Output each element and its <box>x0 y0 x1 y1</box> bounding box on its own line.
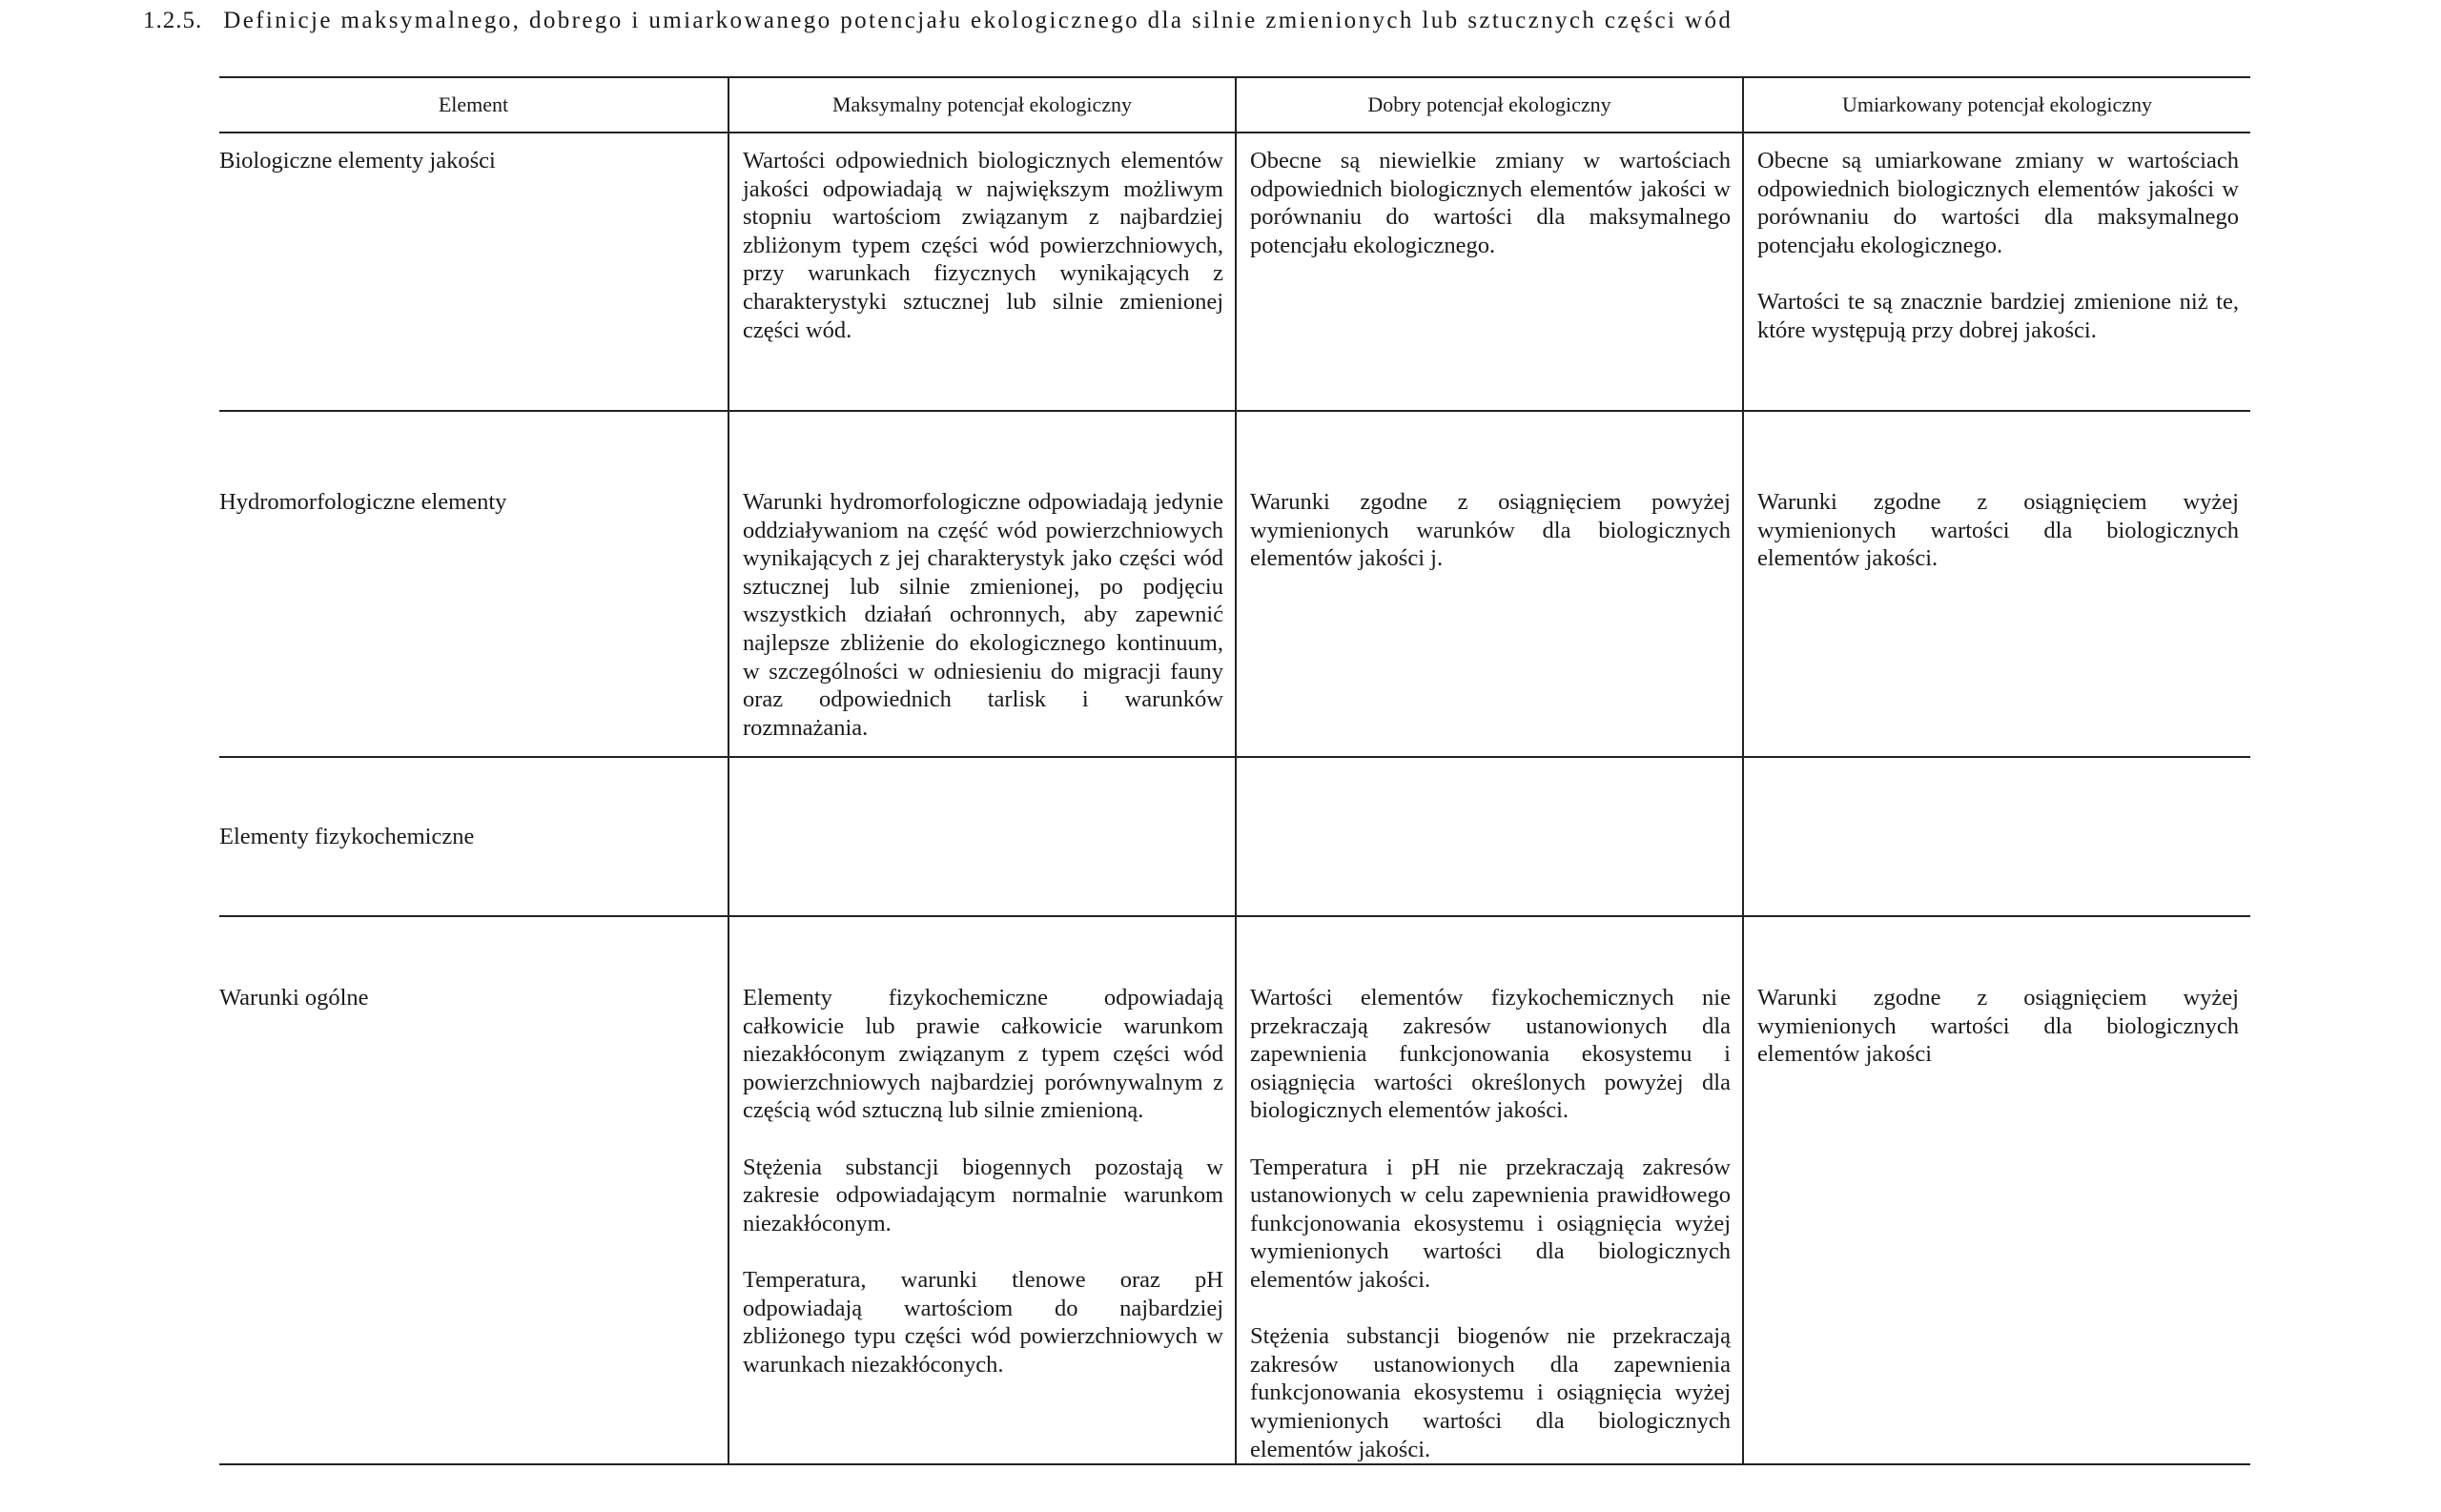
cell-physicochemical-moderate <box>1743 757 2250 916</box>
cell-paragraph: Obecne są niewielkie zmiany w wartościach odpowiednich biologicznych elementów jakości w porównaniu do wartości dla maksymalnego potencjału ekologicznego. <box>1250 148 1731 258</box>
row-label-physicochemical: Elementy fizykochemiczne <box>219 757 728 916</box>
cell-biological-moderate <box>1743 133 2250 411</box>
header-moderate-potential: Umiarkowany potencjał ekologiczny <box>1743 77 2250 133</box>
cell-paragraph: Wartości te są znacznie bardziej zmienione niż te, które występują przy dobrej jakości. <box>1757 288 2239 343</box>
table-row <box>219 133 2250 411</box>
cell-biological-good <box>1236 133 1743 411</box>
cell-paragraph: Wartości odpowiednich biologicznych elementów jakości odpowiadają w największym możliwym stopniu wartościom związanym z najbardziej zbliżonym typem części wód powierzchniowych, przy warunkach fizycznych wynikających z charakterystyki sztucznej lub silnie zmienionej części wód. <box>743 148 1223 343</box>
cell-paragraph: Stężenia substancji biogenów nie przekraczają zakresów ustanowionych dla zapewnienia funkcjonowania ekosystemu i osiągnięcia wyżej wymienionych wartości dla biologicznych elementów jakości. <box>1250 1323 1731 1462</box>
cell-hydromorphological-good <box>1236 411 1743 757</box>
row-label-biological: Biologiczne elementy jakości <box>219 133 728 411</box>
table-header-row <box>219 77 2250 133</box>
cell-hydromorphological-moderate <box>1743 411 2250 757</box>
cell-paragraph: Obecne są umiarkowane zmiany w wartościach odpowiednich biologicznych elementów jakości w porównaniu do wartości dla maksymalnego potencjału ekologicznego. <box>1757 148 2239 258</box>
header-maximum-potential: Maksymalny potencjał ekologiczny <box>728 77 1236 133</box>
cell-paragraph: Warunki zgodne z osiągnięciem powyżej wymienionych warunków dla biologicznych elementów jakości j. <box>1250 489 1731 572</box>
table-row <box>219 411 2250 757</box>
cell-paragraph: Warunki zgodne z osiągnięciem wyżej wymienionych wartości dla biologicznych elementów jakości <box>1757 985 2239 1068</box>
header-element: Element <box>219 77 728 133</box>
cell-physicochemical-maximum <box>728 757 1236 916</box>
section-title: Definicje maksymalnego, dobrego i umiarkowanego potencjału ekologicznego dla silnie zmienionych lub sztucznych części wód <box>223 8 1733 33</box>
row-label-general-conditions: Warunki ogólne <box>219 916 728 1464</box>
cell-paragraph: Warunki hydromorfologiczne odpowiadają jedynie oddziaływaniom na część wód powierzchniowych wynikających z jej charakterystyk jako części wód sztucznej lub silnie zmienionej, po podjęciu wszystkich działań ochronnych, aby zapewnić najlepsze zbliżenie do ekologicznego kontinuum, w szczególności w odniesieniu do migracji fauny oraz odpowiednich tarlisk i warunków rozmnażania. <box>743 489 1223 741</box>
cell-biological-maximum <box>728 133 1236 411</box>
header-good-potential: Dobry potencjał ekologiczny <box>1236 77 1743 133</box>
cell-general-moderate <box>1743 916 2250 1464</box>
cell-physicochemical-good <box>1236 757 1743 916</box>
cell-paragraph: Temperatura i pH nie przekraczają zakresów ustanowionych w celu zapewnienia prawidłowego funkcjonowania ekosystemu i osiągnięcia wyżej wymienionych wartości dla biologicznych elementów jakości. <box>1250 1154 1731 1293</box>
cell-paragraph: Stężenia substancji biogennych pozostają w zakresie odpowiadającym normalnie warunkom niezakłóconym. <box>743 1154 1223 1236</box>
row-label-hydromorphological: Hydromorfologiczne elementy <box>219 411 728 757</box>
table-row <box>219 916 2250 1464</box>
cell-paragraph: Temperatura, warunki tlenowe oraz pH odpowiadają wartościom do najbardziej zbliżonego typu części wód powierzchniowych w warunkach niezakłóconych. <box>743 1266 1223 1378</box>
potential-definitions-table <box>219 76 2250 1465</box>
cell-general-maximum <box>728 916 1236 1464</box>
section-number: 1.2.5. <box>143 8 203 33</box>
table-row <box>219 757 2250 916</box>
cell-paragraph: Elementy fizykochemiczne odpowiadają całkowicie lub prawie całkowicie warunkom niezakłóconym związanym z typem części wód powierzchniowych najbardziej porównywalnym z częścią wód sztuczną lub silnie zmienioną. <box>743 985 1223 1124</box>
section-heading <box>143 8 1733 34</box>
cell-hydromorphological-maximum <box>728 411 1236 757</box>
cell-paragraph: Warunki zgodne z osiągnięciem wyżej wymienionych wartości dla biologicznych elementów jakości. <box>1757 489 2239 572</box>
cell-general-good <box>1236 916 1743 1464</box>
cell-paragraph: Wartości elementów fizykochemicznych nie przekraczają zakresów ustanowionych dla zapewnienia funkcjonowania ekosystemu i osiągnięcia wartości określonych powyżej dla biologicznych elementów jakości. <box>1250 985 1731 1124</box>
